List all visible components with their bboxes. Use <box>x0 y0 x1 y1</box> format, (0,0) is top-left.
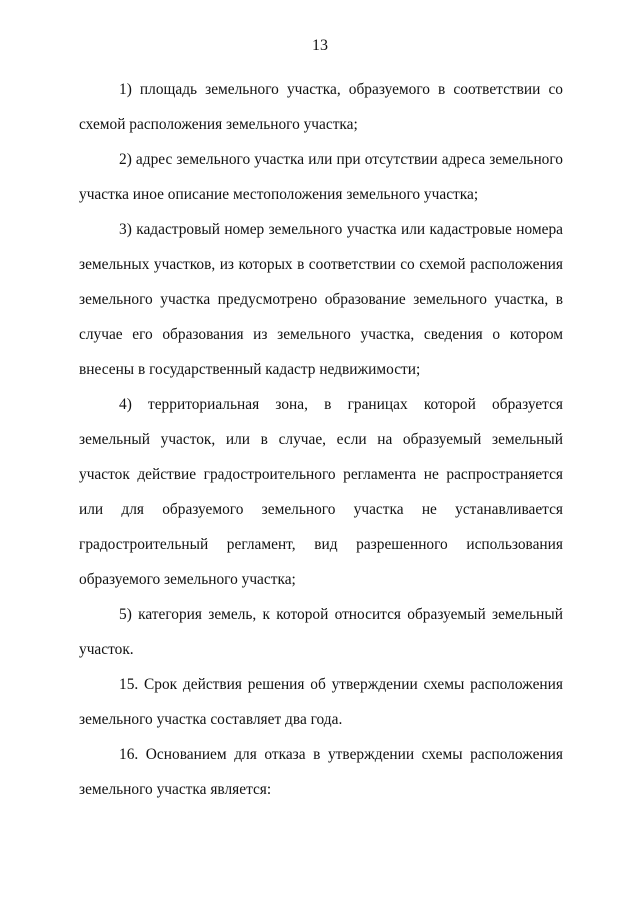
paragraph-clause-16: 16. Основанием для отказа в утверждении схемы расположения земельного участка является: <box>79 746 563 798</box>
page-number: 13 <box>312 37 328 54</box>
paragraph-clause-15: 15. Срок действия решения об утверждении схемы расположения земельного участка составляет два года. <box>79 676 563 728</box>
paragraph-item-1: 1) площадь земельного участка, образуемого в соответствии со схемой расположения земельного участка; <box>79 81 563 133</box>
paragraph-item-3: 3) кадастровый номер земельного участка или кадастровые номера земельных участков, из которых в соответствии со схемой расположения земельного участка предусмотрено образование земельного участка, в случае его образования из земельного участка, сведения о котором внесены в государственный кадастр недвижимости; <box>79 221 563 378</box>
paragraph-item-5: 5) категория земель, к которой относится образуемый земельный участок. <box>79 606 563 658</box>
paragraph-item-4: 4) территориальная зона, в границах которой образуется земельный участок, или в случае, если на образуемый земельный участок действие градостроительного регламента не распространяется или для образуемого земельного участка не устанавливается градостроительный регламент, вид разрешенного использования образуемого земельного участка; <box>79 396 563 588</box>
paragraph-item-2: 2) адрес земельного участка или при отсутствии адреса земельного участка иное описание местоположения земельного участка; <box>79 151 563 203</box>
document-body <box>79 72 563 807</box>
